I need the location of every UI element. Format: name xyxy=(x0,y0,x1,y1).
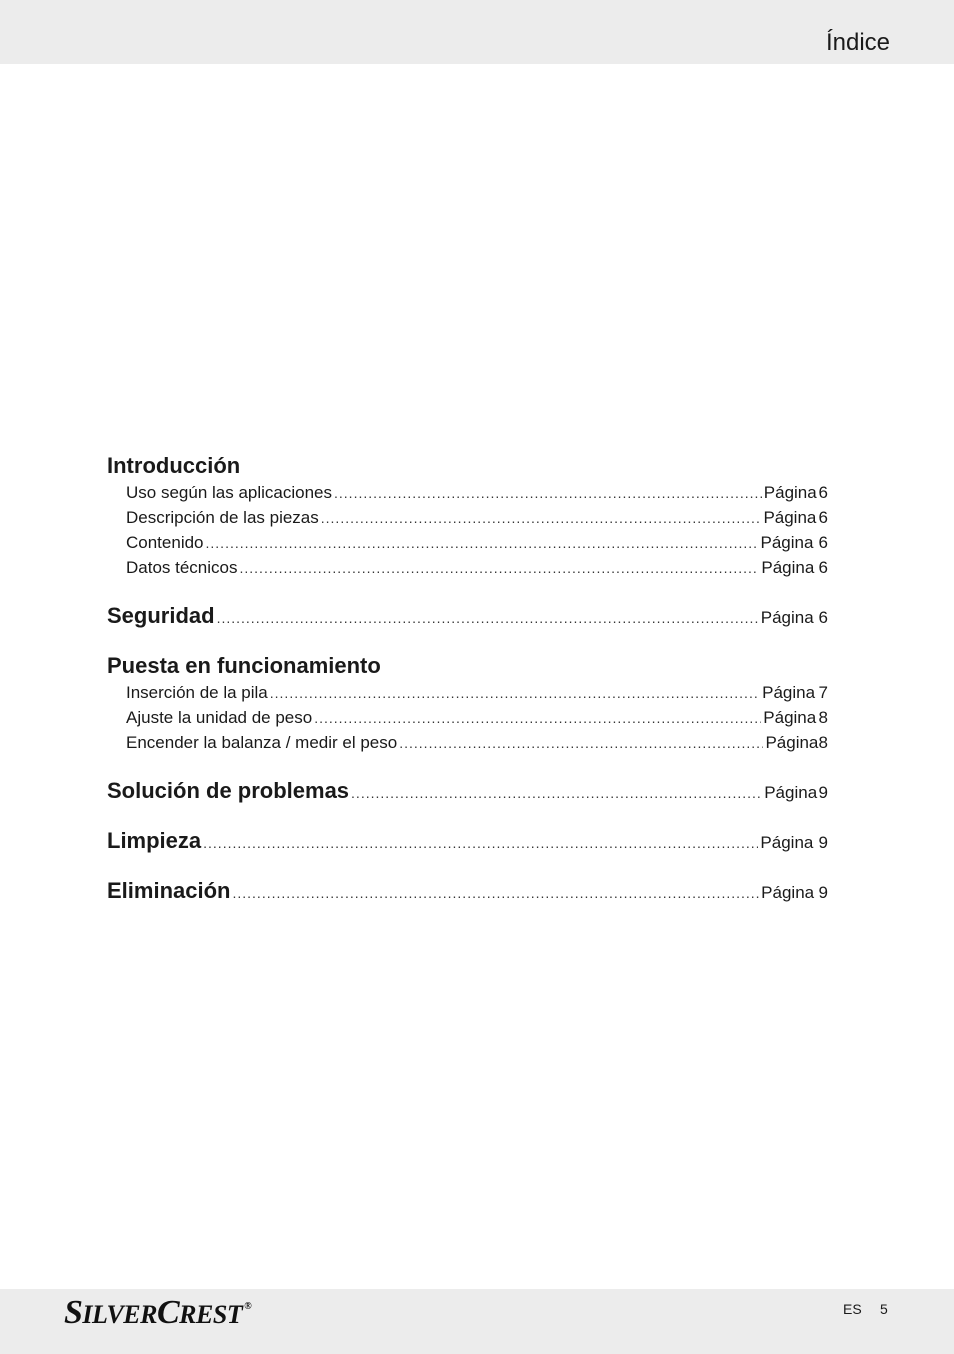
toc-entry-page: 7 xyxy=(818,683,828,702)
toc-entry-label: Contenido xyxy=(126,533,204,552)
toc-entry-page: 6 xyxy=(818,558,828,577)
dot-leader xyxy=(321,506,762,531)
toc-section-seguridad xyxy=(107,602,828,630)
page-word: Página xyxy=(763,508,817,527)
toc-section-limpieza xyxy=(107,827,828,855)
toc-section-page: 9 xyxy=(818,783,828,802)
registered-mark: ® xyxy=(244,1301,252,1312)
dot-leader xyxy=(217,604,759,632)
dot-leader xyxy=(351,779,762,807)
toc-section-page: 9 xyxy=(818,833,828,852)
toc-entry-label: Datos técnicos xyxy=(126,558,238,577)
toc-entry-label: Inserción de la pila xyxy=(126,683,268,702)
page-word: Página xyxy=(764,783,818,802)
logo-letter: C xyxy=(156,1294,180,1331)
toc-entry[interactable] xyxy=(107,505,828,530)
toc-section-heading[interactable] xyxy=(107,877,828,905)
toc-section-heading[interactable] xyxy=(107,827,828,855)
page-word: Página xyxy=(763,708,817,727)
toc-entry-label: Descripción de las piezas xyxy=(126,508,319,527)
toc-section-title: Seguridad xyxy=(107,603,215,628)
page-word: Página xyxy=(762,683,816,702)
page-word: Página xyxy=(761,558,815,577)
toc-section-solucion-de-problemas xyxy=(107,777,828,805)
toc-entry[interactable] xyxy=(107,705,828,730)
toc-section-page: 6 xyxy=(818,608,828,627)
toc-entry[interactable] xyxy=(107,530,828,555)
page-number: 5 xyxy=(880,1301,888,1317)
toc-entry[interactable] xyxy=(107,480,828,505)
dot-leader xyxy=(399,731,763,756)
dot-leader xyxy=(314,706,761,731)
toc-section-heading[interactable] xyxy=(107,602,828,630)
toc-entry-label: Encender la balanza / medir el peso xyxy=(126,733,398,752)
toc-entry-page: 6 xyxy=(818,483,828,502)
page-title: Índice xyxy=(825,29,890,56)
toc-entry-page: 8 xyxy=(818,733,828,752)
logo-letter: S xyxy=(64,1294,83,1331)
toc-entry-page: 6 xyxy=(818,533,828,552)
toc-entry[interactable] xyxy=(107,730,828,755)
logo-letters: REST xyxy=(179,1300,243,1329)
language-code: ES xyxy=(843,1301,862,1317)
toc-section-title: Eliminación xyxy=(107,878,231,903)
toc-entry-page: 8 xyxy=(818,708,828,727)
toc-entry-page: 6 xyxy=(818,508,828,527)
page-word: Página xyxy=(760,533,814,552)
toc-section-introduccion xyxy=(107,452,828,580)
dot-leader xyxy=(203,829,758,857)
silvercrest-logo xyxy=(64,1293,251,1333)
toc-section-heading[interactable] xyxy=(107,777,828,805)
toc-section-page: 9 xyxy=(818,883,828,902)
toc-section-puesta-en-funcionamiento xyxy=(107,652,828,755)
dot-leader xyxy=(206,531,759,556)
page-word: Página xyxy=(760,608,814,627)
toc-section-eliminacion xyxy=(107,877,828,905)
toc-section-title: Puesta en funcionamiento xyxy=(107,653,381,678)
page-word: Página xyxy=(760,833,814,852)
logo-letters: ILVER xyxy=(82,1300,157,1329)
header-bar xyxy=(0,0,954,64)
toc-entry[interactable] xyxy=(107,680,828,705)
table-of-contents xyxy=(107,452,828,905)
toc-section-heading[interactable] xyxy=(107,652,828,680)
toc-entry-label: Ajuste la unidad de peso xyxy=(126,708,313,727)
dot-leader xyxy=(334,481,762,506)
dot-leader xyxy=(232,879,759,907)
page-word: Página xyxy=(763,483,817,502)
toc-section-title: Introducción xyxy=(107,453,241,478)
dot-leader xyxy=(240,556,760,581)
dot-leader xyxy=(270,681,760,706)
toc-section-title: Solución de problemas xyxy=(107,778,350,803)
page-word: Página xyxy=(765,733,819,752)
toc-section-title: Limpieza xyxy=(107,828,202,853)
toc-entry-label: Uso según las aplicaciones xyxy=(126,483,333,502)
page-word: Página xyxy=(761,883,815,902)
toc-entry[interactable] xyxy=(107,555,828,580)
toc-section-heading[interactable] xyxy=(107,452,828,480)
